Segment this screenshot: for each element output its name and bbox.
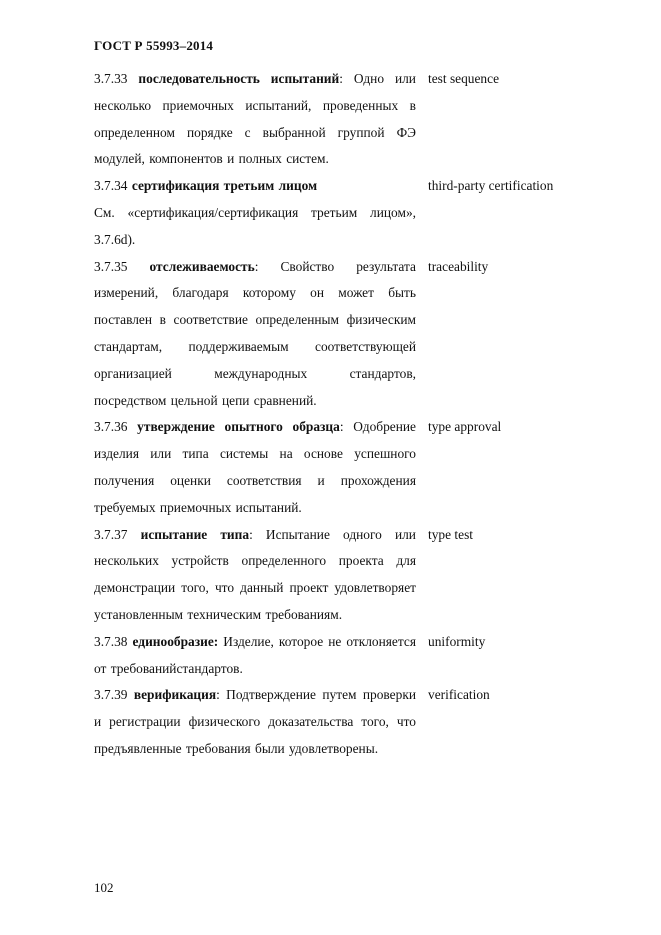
term-definition: : Одобрение изделия или типа системы на основе успешного получения оценки соответствия и прохождения требуемых приемочных испытаний. (94, 419, 416, 515)
term-definition: : Испытание одного или нескольких устройств определенного проекта для демонстрации того, что данный проект удовлетворяет установленным техническим требованиям. (94, 526, 416, 622)
term-definition-block (94, 522, 416, 629)
term-definition-block (94, 254, 416, 415)
term-entry-3-7-39 (94, 682, 594, 762)
term-definition: См. «сертификация/сертификация третьим лицом», 3.7.6d). (94, 204, 416, 247)
term-list (94, 66, 594, 763)
term-definition-block (94, 414, 416, 521)
term-name: отслеживаемость (149, 258, 255, 274)
term-name: испытание типа (140, 526, 250, 542)
term-number: 3.7.35 (94, 258, 128, 274)
english-equivalent: third-party certification (428, 178, 554, 194)
document-header: ГОСТ Р 55993–2014 (94, 38, 214, 53)
english-equivalent: test sequence (428, 71, 500, 86)
term-definition: : Одно или несколько приемочных испытаний, проведенных в определенном порядке с выбранной группой ФЭ модулей, компонентов и полных систем. (94, 71, 416, 167)
term-name: сертификация третьим лицом (131, 178, 318, 194)
term-entry-3-7-38 (94, 629, 594, 683)
page-number: 102 (94, 880, 114, 895)
english-equivalent: traceability (428, 258, 489, 274)
term-definition: Изделие, которое не отклоняется от требованийстандартов. (94, 633, 416, 676)
term-entry-3-7-34 (94, 173, 594, 253)
term-definition-block (94, 173, 416, 253)
term-number: 3.7.34 (94, 178, 128, 194)
term-name: единообразие: (132, 633, 219, 649)
term-number: 3.7.36 (94, 419, 128, 435)
english-equivalent: type test (428, 526, 473, 542)
term-name: последовательность испытаний (138, 71, 340, 86)
english-equivalent: verification (428, 687, 490, 703)
term-number: 3.7.38 (94, 633, 128, 649)
term-entry-3-7-37 (94, 522, 594, 629)
english-equivalent: uniformity (428, 633, 486, 649)
term-definition: : Свойство результата измерений, благодаря которому он может быть поставлен в соответствие определенным физическим стандартам, поддерживаемым соответствующей организацией международных стандартов, посредством цельной цепи сравнений. (94, 258, 416, 408)
term-name: верификация (133, 687, 217, 703)
term-entry-3-7-33 (94, 66, 594, 173)
term-definition-block (94, 682, 416, 762)
term-number: 3.7.39 (94, 687, 128, 703)
term-entry-3-7-36 (94, 414, 594, 521)
english-equivalent: type approval (428, 419, 502, 435)
term-number: 3.7.33 (94, 71, 128, 86)
term-name: утверждение опытного образца (137, 419, 340, 435)
term-entry-3-7-35 (94, 254, 594, 415)
term-definition-block (94, 66, 416, 173)
term-definition-block (94, 629, 416, 683)
term-definition: : Подтверждение путем проверки и регистрации физического доказательства того, что предъявленные требования были удовлетворены. (94, 687, 416, 756)
term-number: 3.7.37 (94, 526, 128, 542)
